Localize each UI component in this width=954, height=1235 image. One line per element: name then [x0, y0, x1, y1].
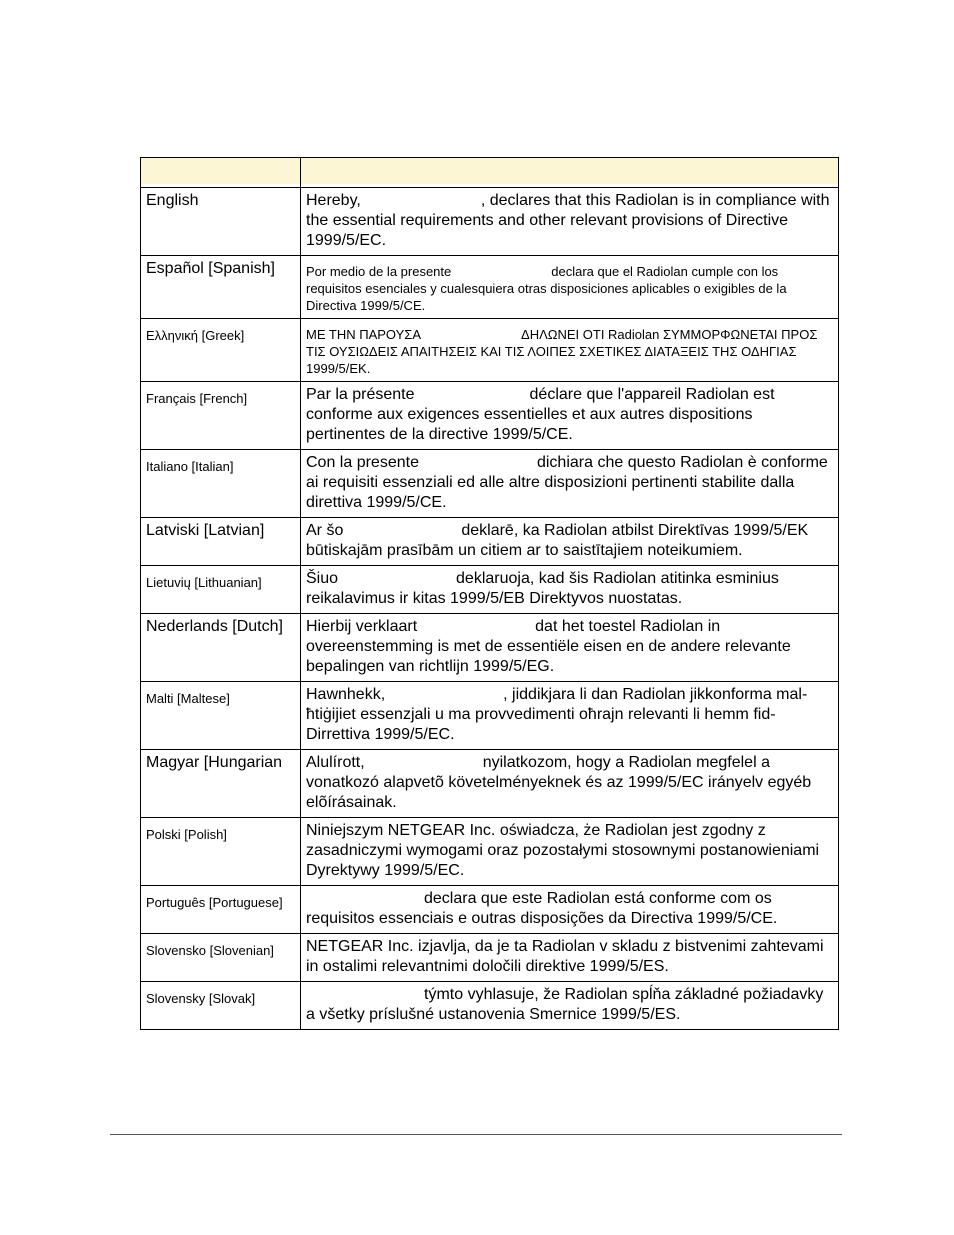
table-row [141, 518, 839, 566]
declaration-text-lead: Hawnhekk, [306, 686, 386, 703]
declaration-table-body [141, 158, 839, 1030]
table-header-row [141, 158, 839, 185]
table-row [141, 886, 839, 934]
language-cell: Español [Spanish] [141, 256, 301, 319]
declaration-text-lead: Hereby, [306, 192, 361, 209]
declaration-text-rest: dichiara che questo Radiolan è conforme ai requisiti essenziali ed alle altre disposizioni pertinenti stabilite dalla direttiva 1999/5/CE. [306, 454, 828, 511]
language-cell: Malti [Maltese] [141, 682, 301, 750]
declaration-text-cell [301, 614, 839, 682]
declaration-text-lead: Šiuo [306, 570, 339, 587]
table-row [141, 566, 839, 614]
table-row [141, 614, 839, 682]
declaration-text-rest: , jiddikjara li dan Radiolan jikkonforma mal-ħtiġijiet essenzjali u ma provvedimenti oħrajn relevanti li hemm fid-Dirrettiva 1999/5/EC. [306, 686, 808, 743]
declaration-text-cell [301, 750, 839, 818]
language-cell: Ελληνική [Greek] [141, 319, 301, 382]
declaration-text-lead: Alulírott, [306, 754, 365, 771]
table-row [141, 319, 839, 382]
table-row [141, 682, 839, 750]
language-cell: Português [Portuguese] [141, 886, 301, 934]
language-cell: Lietuvių [Lithuanian] [141, 566, 301, 614]
language-cell: Magyar [Hungarian [141, 750, 301, 818]
language-cell: Latviski [Latvian] [141, 518, 301, 566]
table-row [141, 188, 839, 256]
language-cell: Polski [Polish] [141, 818, 301, 886]
language-cell: Italiano [Italian] [141, 450, 301, 518]
declaration-text-cell [301, 886, 839, 934]
table-row [141, 818, 839, 886]
declaration-text-cell [301, 982, 839, 1030]
header-cell-language [141, 158, 301, 185]
declaration-text-rest: declara que el Radiolan cumple con los requisitos esenciales y cualesquiera otras disposiciones aplicables o exigibles de la Directiva 1999/5/CE. [306, 264, 787, 313]
declaration-text-cell [301, 256, 839, 319]
declaration-text-rest: deklaruoja, kad šis Radiolan atitinka esminius reikalavimus ir kitas 1999/5/EB Direktyvos nuostatas. [306, 570, 779, 607]
declaration-text-lead: Con la presente [306, 454, 419, 471]
table-row [141, 934, 839, 982]
declaration-text-rest: dat het toestel Radiolan in overeenstemming is met de essentiële eisen en de andere relevante bepalingen van richtlijn 1999/5/EG. [306, 618, 791, 675]
declaration-text-rest: nyilatkozom, hogy a Radiolan megfelel a vonatkozó alapvetõ követelményeknek és az 1999/5/EC irányelv egyéb elõírásainak. [306, 754, 812, 811]
declaration-text-cell [301, 518, 839, 566]
declaration-text-cell [301, 450, 839, 518]
declaration-text-cell [301, 188, 839, 256]
declaration-text-cell [301, 818, 839, 886]
language-cell: English [141, 188, 301, 256]
declaration-text-cell [301, 566, 839, 614]
declaration-text-cell [301, 319, 839, 382]
table-row [141, 750, 839, 818]
declaration-text-lead: Por medio de la presente [306, 264, 452, 279]
declaration-text-cell [301, 382, 839, 450]
declaration-text-rest: ΔΗΛΩΝΕΙ ΟΤΙ Radiolan ΣΥΜΜΟΡΦΩΝΕΤΑΙ ΠΡΟΣ ΤΙΣ ΟΥΣΙΩΔΕΙΣ ΑΠΑΙΤΗΣΕΙΣ ΚΑΙ ΤΙΣ ΛΟΙΠΕΣ ΣΧΕΤΙΚΕΣ ΔΙΑΤΑΞΕΙΣ ΤΗΣ ΟΔΗΓΙΑΣ 1999/5/ΕΚ. [306, 327, 818, 376]
declaration-text-lead: NETGEAR Inc. izjavlja, da je ta Radiolan v skladu z bistvenimi zahtevami in ostalimi relevantnimi določili direktive 1999/5/ES. [306, 938, 824, 975]
declaration-text-rest: déclare que l'appareil Radiolan est conforme aux exigences essentielles et aux autres dispositions pertinentes de la directive 1999/5/CE. [306, 386, 775, 443]
declaration-text-rest: deklarē, ka Radiolan atbilst Direktīvas 1999/5/EK būtiskajām prasībām un citiem ar to saistītajiem noteikumiem. [306, 522, 809, 559]
declaration-text-lead: Niniejszym NETGEAR Inc. oświadcza, że Radiolan jest zgodny z zasadniczymi wymogami oraz pozostałymi stosownymi postanowieniami Dyrektywy 1999/5/EC. [306, 822, 820, 879]
table-row [141, 256, 839, 319]
declaration-text-lead: ΜΕ ΤΗΝ ΠΑΡΟΥΣΑ [306, 327, 422, 342]
table-row [141, 982, 839, 1030]
declaration-text-lead: Ar šo [306, 522, 344, 539]
table-row [141, 382, 839, 450]
declaration-text-rest: declara que este Radiolan está conforme com os requisitos essenciais e outras disposições da Directiva 1999/5/CE. [306, 890, 778, 927]
header-cell-declaration [301, 158, 839, 185]
declaration-text-cell [301, 682, 839, 750]
declaration-text-rest: týmto vyhlasuje, že Radiolan spĺňa základné požiadavky a všetky príslušné ustanovenia Smernice 1999/5/ES. [306, 986, 824, 1023]
declaration-text-lead: Par la présente [306, 386, 415, 403]
table-row [141, 450, 839, 518]
language-cell: Nederlands [Dutch] [141, 614, 301, 682]
language-cell: Français [French] [141, 382, 301, 450]
declaration-table [140, 157, 839, 1030]
language-cell: Slovensko [Slovenian] [141, 934, 301, 982]
declaration-text-rest: , declares that this Radiolan is in compliance with the essential requirements and other relevant provisions of Directive 1999/5/EC. [306, 192, 830, 249]
declaration-text-lead: Hierbij verklaart [306, 618, 418, 635]
footer-rule [110, 1134, 842, 1135]
language-cell: Slovensky [Slovak] [141, 982, 301, 1030]
declaration-text-cell [301, 934, 839, 982]
